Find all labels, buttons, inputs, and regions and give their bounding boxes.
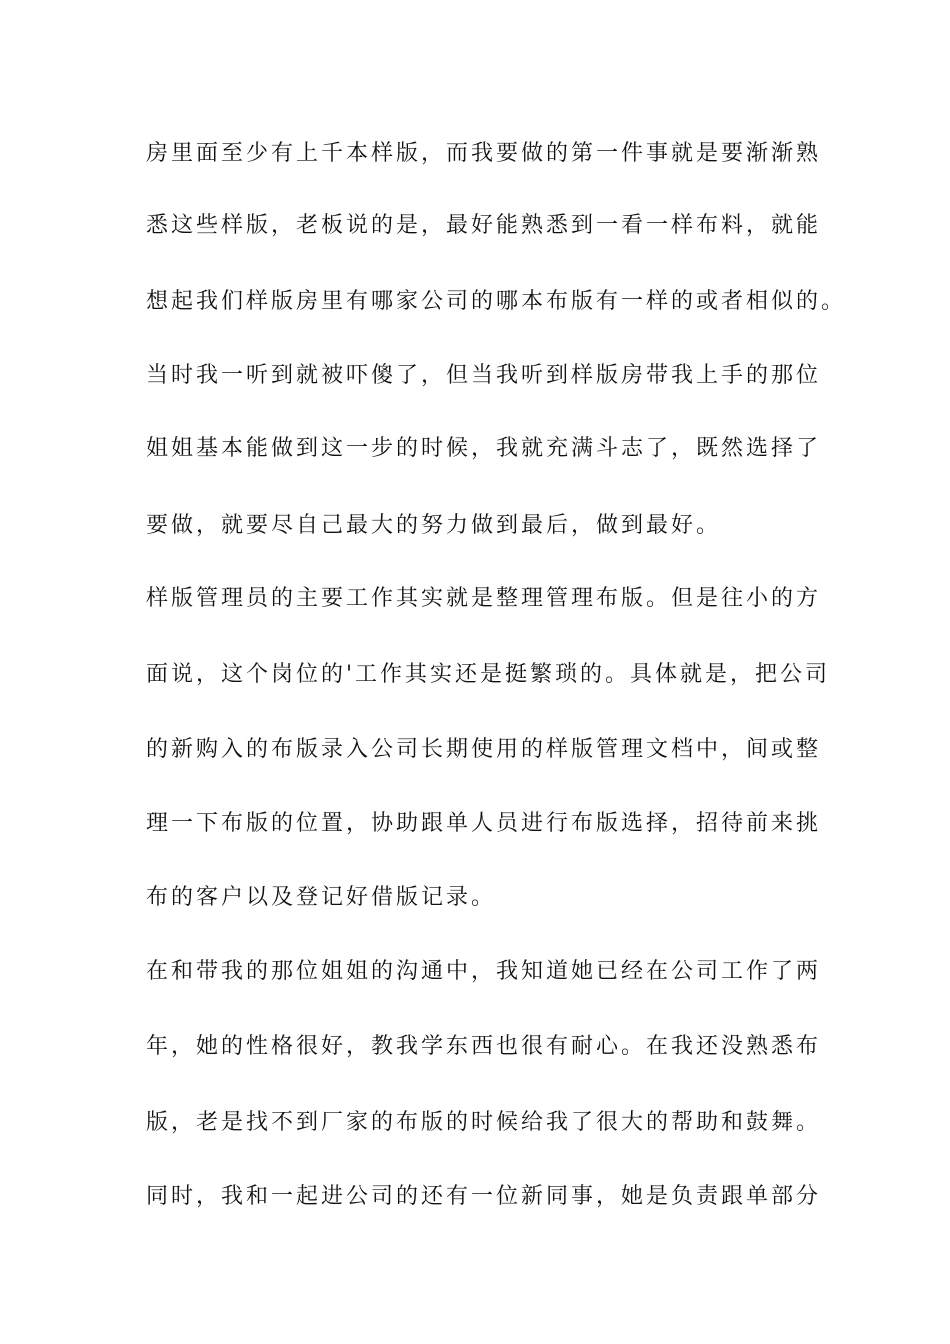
- text-line: 在和带我的那位姐姐的沟通中，我知道她已经在公司工作了两: [146, 959, 822, 984]
- text-line: 版，老是找不到厂家的布版的时候给我了很大的帮助和鼓舞。: [146, 1110, 822, 1135]
- text-line: 样版管理员的主要工作其实就是整理管理布版。但是往小的方: [146, 586, 822, 611]
- text-line: 布的客户以及登记好借版记录。: [146, 885, 497, 910]
- text-line: 姐姐基本能做到这一步的时候，我就充满斗志了，既然选择了: [146, 436, 822, 461]
- text-line: 房里面至少有上千本样版，而我要做的第一件事就是要渐渐熟: [146, 141, 822, 166]
- text-line: 理一下布版的位置，协助跟单人员进行布版选择，招待前来挑: [146, 811, 822, 836]
- text-line: 同时，我和一起进公司的还有一位新同事，她是负责跟单部分: [146, 1184, 822, 1209]
- text-line: 想起我们样版房里有哪家公司的哪本布版有一样的或者相似的。: [146, 289, 847, 314]
- text-line: 的新购入的布版录入公司长期使用的样版管理文档中，间或整: [146, 737, 822, 762]
- text-line: 当时我一听到就被吓傻了，但当我听到样版房带我上手的那位: [146, 363, 822, 388]
- text-line: 面说，这个岗位的'工作其实还是挺繁琐的。具体就是，把公司: [146, 662, 831, 687]
- text-line: 要做，就要尽自己最大的努力做到最后，做到最好。: [146, 513, 722, 538]
- text-line: 年，她的性格很好，教我学东西也很有耐心。在我还没熟悉布: [146, 1034, 822, 1059]
- text-line: 悉这些样版，老板说的是，最好能熟悉到一看一样布料，就能: [146, 213, 822, 238]
